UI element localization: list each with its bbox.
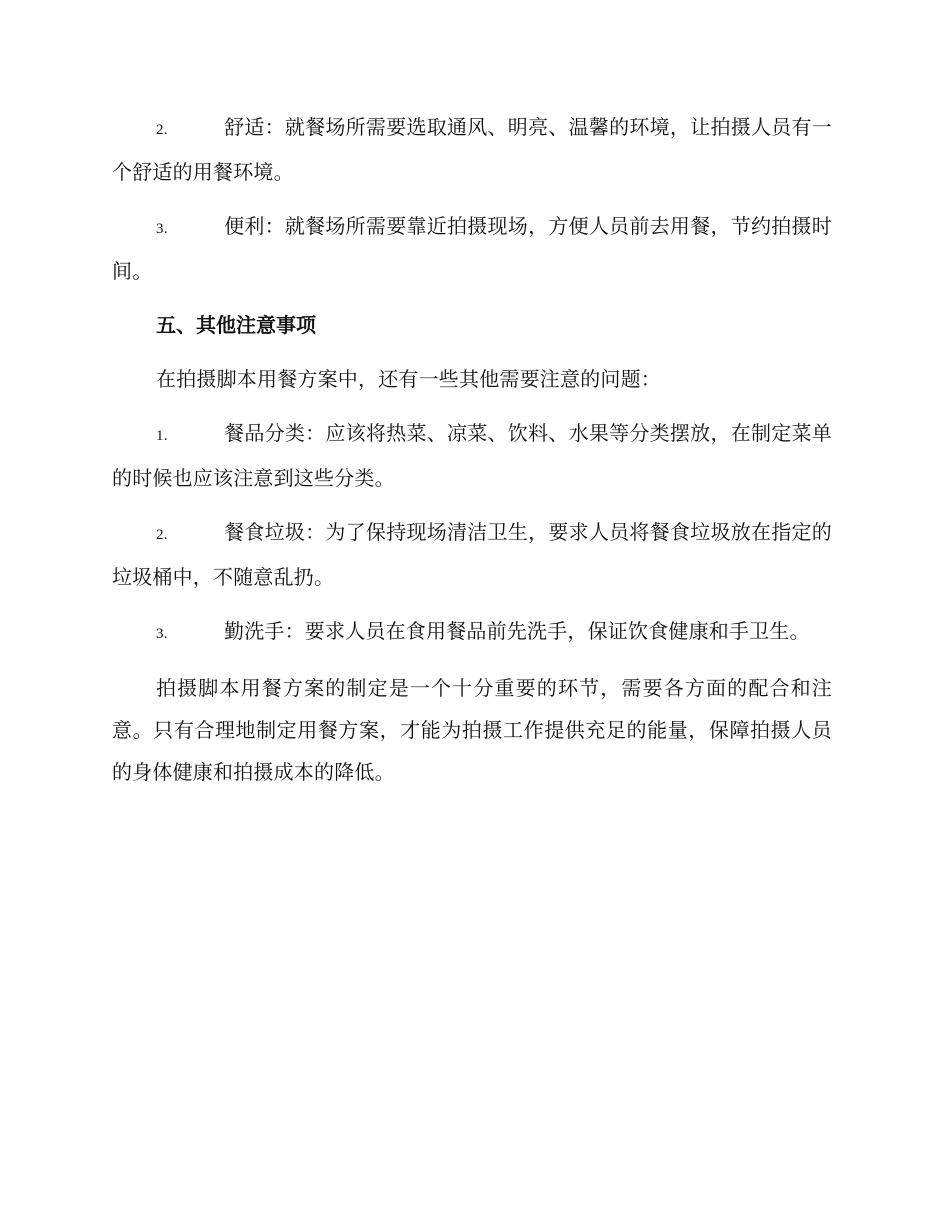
- list-number: 2.: [156, 527, 168, 543]
- list-number: 3.: [156, 221, 168, 237]
- list-text: 便利：就餐场所需要靠近拍摄现场，方便人员前去用餐，节约拍摄时间。: [112, 214, 832, 283]
- list-item-food-category: [112, 412, 832, 499]
- conclusion-paragraph: 拍摄脚本用餐方案的制定是一个十分重要的环节，需要各方面的配合和注意。只有合理地制定用餐方案，才能为拍摄工作提供充足的能量，保障拍摄人员的身体健康和拍摄成本的降低。: [112, 676, 832, 784]
- list-item-hand-washing: [112, 610, 832, 655]
- list-text: 餐食垃圾：为了保持现场清洁卫生，要求人员将餐食垃圾放在指定的垃圾桶中，不随意乱扔。: [112, 520, 832, 589]
- list-text: 舒适：就餐场所需要选取通风、明亮、温馨的环境，让拍摄人员有一个舒适的用餐环境。: [112, 115, 832, 184]
- list-item-convenience: [112, 205, 832, 292]
- section-heading: 五、其他注意事项: [156, 313, 316, 337]
- list-item-comfort: [112, 106, 832, 193]
- list-number: 3.: [156, 626, 168, 642]
- list-number: 1.: [156, 428, 168, 444]
- intro-paragraph: 在拍摄脚本用餐方案中，还有一些其他需要注意的问题：: [156, 367, 661, 391]
- document-body: [112, 106, 832, 805]
- list-text: 餐品分类：应该将热菜、凉菜、饮料、水果等分类摆放，在制定菜单的时候也应该注意到这些分类。: [112, 421, 832, 490]
- list-item-food-waste: [112, 511, 832, 598]
- list-number: 2.: [156, 122, 168, 138]
- list-text: 勤洗手：要求人员在食用餐品前先洗手，保证饮食健康和手卫生。: [224, 619, 810, 643]
